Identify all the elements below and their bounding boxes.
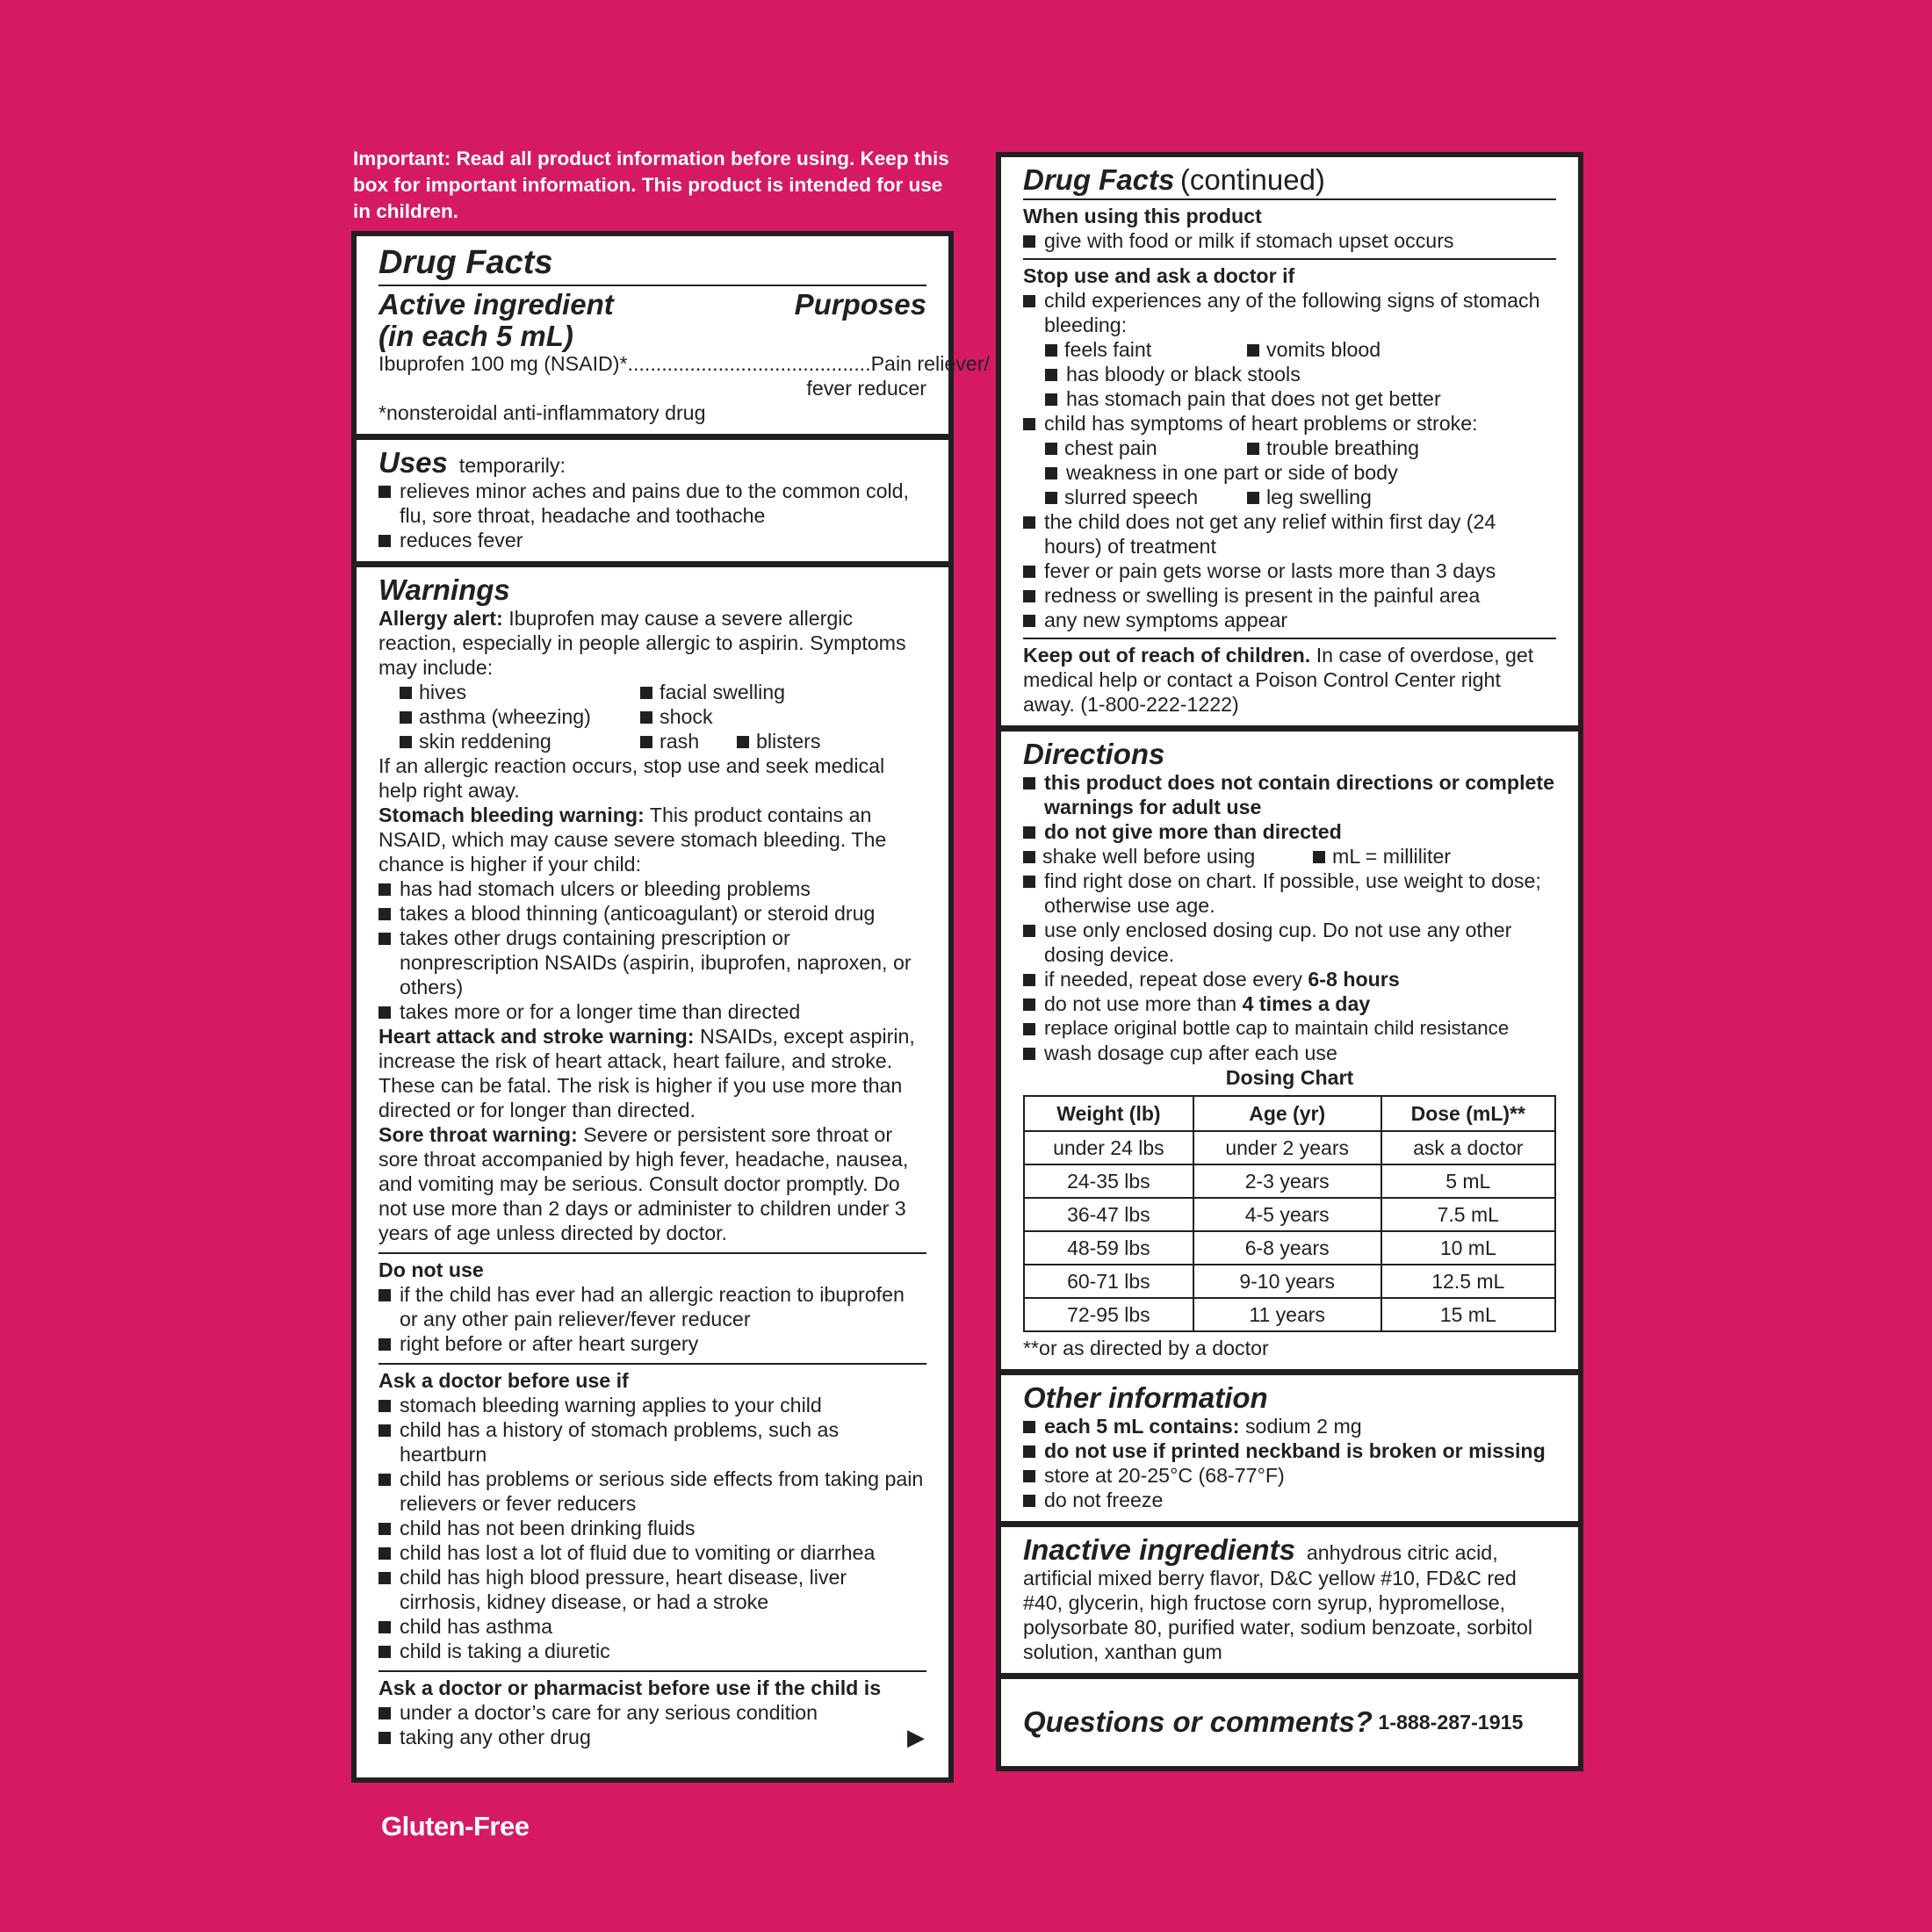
list-item: child has not been drinking fluids bbox=[378, 1516, 926, 1540]
other-information-title: Other information bbox=[1023, 1381, 1268, 1414]
table-cell: 4-5 years bbox=[1193, 1198, 1381, 1231]
purpose-2: fever reducer bbox=[806, 377, 926, 400]
divider bbox=[378, 285, 926, 286]
active-ingredient-section bbox=[357, 236, 990, 434]
dosing-chart-title: Dosing Chart bbox=[1225, 1066, 1354, 1089]
ingredient-footnote: *nonsteroidal anti-inflammatory drug bbox=[378, 401, 706, 424]
table-cell: 24-35 lbs bbox=[1024, 1164, 1193, 1198]
list-item: do not give more than directed bbox=[1023, 819, 1556, 844]
when-using-title: When using this product bbox=[1023, 205, 1262, 227]
list-item: if the child has ever had an allergic reaction to ibuprofen or any other pain reliever/fever reducer bbox=[378, 1282, 926, 1331]
column-header: Dose (mL)** bbox=[1381, 1096, 1555, 1131]
divider bbox=[378, 1252, 926, 1254]
ask-pharmacist-title: Ask a doctor or pharmacist before use if the child is bbox=[378, 1676, 882, 1699]
sub-item: vomits blood bbox=[1266, 338, 1381, 361]
list-item: under a doctor’s care for any serious condition bbox=[378, 1700, 926, 1725]
inactive-ingredients-text: anhydrous citric acid, artificial mixed berry flavor, D&C yellow #10, FD&C red #40, glycerin, high fructose corn syrup, hypromellose, polysorbate 80, purified water, sodium benzoate, sorbitol solution, xanthan gum bbox=[1023, 1541, 1533, 1663]
list-item: this product does not contain directions or complete warnings for adult use bbox=[1023, 770, 1556, 819]
purposes-heading: Purposes bbox=[794, 288, 926, 321]
table-cell: under 24 lbs bbox=[1024, 1131, 1193, 1164]
table-cell: 11 years bbox=[1193, 1298, 1381, 1331]
ingredient-line bbox=[378, 351, 990, 376]
do-not-use-title: Do not use bbox=[378, 1258, 484, 1281]
table-cell: under 2 years bbox=[1193, 1131, 1381, 1164]
list-item: child is taking a diuretic bbox=[378, 1639, 926, 1663]
stop-use-title: Stop use and ask a doctor if bbox=[1023, 264, 1295, 287]
continued-title: Drug Facts bbox=[1023, 163, 1175, 196]
heart-warning: Heart attack and stroke warning: NSAIDs, except aspirin, increase the risk of heart attack, heart failure, and stroke. These can be fatal. The risk is higher if you use more than directed or for longer than directed. bbox=[378, 1025, 915, 1121]
drug-facts-title: Drug Facts bbox=[378, 244, 553, 281]
table-cell: 6-8 years bbox=[1193, 1231, 1381, 1265]
list-item: any new symptoms appear bbox=[1023, 608, 1556, 632]
list-item: fever or pain gets worse or lasts more than 3 days bbox=[1023, 559, 1556, 583]
uses-intro: temporarily: bbox=[458, 454, 566, 477]
list-item: each 5 mL contains: sodium 2 mg bbox=[1023, 1414, 1556, 1438]
sub-item: slurred speech bbox=[1064, 486, 1199, 508]
continued-section bbox=[1001, 157, 1578, 725]
list-item: the child does not get any relief within first day (24 hours) of treatment bbox=[1023, 509, 1556, 559]
ask-doctor-title: Ask a doctor before use if bbox=[378, 1369, 629, 1392]
active-ingredient-subheading: (in each 5 mL) bbox=[378, 320, 573, 352]
symptom: asthma (wheezing) bbox=[419, 705, 591, 728]
keep-out-of-reach: Keep out of reach of children. In case of overdose, get medical help or contact a Poison Control Center right away. (1-800-222-1222) bbox=[1023, 644, 1534, 716]
questions-phone: 1-888-287-1915 bbox=[1378, 1710, 1524, 1734]
list-item: has had stomach ulcers or bleeding problems bbox=[378, 876, 926, 901]
list-item: shake well before using bbox=[1042, 845, 1256, 868]
list-item: child has a history of stomach problems, such as heartburn bbox=[378, 1417, 926, 1467]
list-item: find right dose on chart. If possible, use weight to dose; otherwise use age. bbox=[1023, 869, 1556, 918]
table-row bbox=[1024, 1265, 1555, 1298]
list-item: do not use more than 4 times a day bbox=[1023, 991, 1556, 1016]
stomach-warning: Stomach bleeding warning: This product contains an NSAID, which may cause severe stomach bleeding. The chance is higher if your child: bbox=[378, 804, 887, 876]
divider bbox=[378, 1670, 926, 1672]
sub-item: has stomach pain that does not get better bbox=[1045, 386, 1556, 411]
symptom: blisters bbox=[756, 730, 821, 753]
dosing-chart bbox=[1023, 1095, 1556, 1332]
continued-suffix: (continued) bbox=[1179, 163, 1325, 196]
list-item: takes more or for a longer time than directed bbox=[378, 999, 926, 1024]
table-cell: 9-10 years bbox=[1193, 1265, 1381, 1298]
uses-title: Uses bbox=[378, 446, 448, 479]
purpose-1: Pain reliever/ bbox=[870, 352, 990, 375]
table-cell: 5 mL bbox=[1381, 1164, 1555, 1198]
table-row bbox=[1024, 1131, 1555, 1164]
table-cell: 15 mL bbox=[1381, 1298, 1555, 1331]
other-information-section bbox=[1001, 1375, 1578, 1521]
inactive-ingredients-title: Inactive ingredients bbox=[1023, 1533, 1295, 1566]
warnings-title: Warnings bbox=[378, 573, 510, 606]
symptom: hives bbox=[419, 681, 467, 703]
ingredient: Ibuprofen 100 mg (NSAID)* bbox=[378, 352, 628, 375]
table-cell: 12.5 mL bbox=[1381, 1265, 1555, 1298]
sub-item: feels faint bbox=[1064, 338, 1152, 361]
symptom-grid bbox=[378, 680, 926, 753]
list-item: takes other drugs containing prescription or nonprescription NSAIDs (aspirin, ibuprofen, naproxen, or others) bbox=[378, 926, 926, 999]
list-item: reduces fever bbox=[378, 528, 926, 552]
directions-section bbox=[1001, 732, 1578, 1369]
drug-facts-panel bbox=[351, 231, 990, 1783]
table-row bbox=[1024, 1164, 1555, 1198]
allergy-after: If an allergic reaction occurs, stop use and seek medical help right away. bbox=[378, 754, 885, 802]
list-item: replace original bottle cap to maintain child resistance bbox=[1023, 1016, 1556, 1041]
chart-note: **or as directed by a doctor bbox=[1023, 1337, 1269, 1359]
directions-title: Directions bbox=[1023, 738, 1165, 770]
gluten-free-label: Gluten-Free bbox=[381, 1811, 530, 1842]
list-item: child has high blood pressure, heart disease, liver cirrhosis, kidney disease, or had a stroke bbox=[378, 1565, 926, 1614]
list-item: if needed, repeat dose every 6-8 hours bbox=[1023, 967, 1556, 991]
warnings-section bbox=[357, 567, 948, 1777]
divider bbox=[1023, 198, 1556, 200]
leader-dots: ........................................... bbox=[627, 352, 871, 375]
continue-arrow-icon: ▶ bbox=[907, 1724, 925, 1750]
active-ingredient-heading: Active ingredient bbox=[378, 288, 614, 321]
table-cell: 10 mL bbox=[1381, 1231, 1555, 1265]
divider bbox=[1023, 638, 1556, 639]
list-item: do not use if printed neckband is broken or missing bbox=[1023, 1438, 1556, 1463]
list-item: child has problems or serious side effects from taking pain relievers or fever reducers bbox=[378, 1467, 926, 1516]
inactive-ingredients-section bbox=[1001, 1527, 1578, 1673]
list-item: wash dosage cup after each use bbox=[1023, 1041, 1556, 1065]
list-item: use only enclosed dosing cup. Do not use any other dosing device. bbox=[1023, 918, 1556, 967]
table-cell: 60-71 lbs bbox=[1024, 1265, 1193, 1298]
list-item: child has lost a lot of fluid due to vomiting or diarrhea bbox=[378, 1540, 926, 1565]
list-item: taking any other drug bbox=[378, 1725, 926, 1749]
list-item: right before or after heart surgery bbox=[378, 1331, 926, 1356]
list-item: takes a blood thinning (anticoagulant) or steroid drug bbox=[378, 901, 926, 926]
sub-item: leg swelling bbox=[1266, 486, 1372, 508]
list-item: mL = milliliter bbox=[1332, 845, 1452, 868]
column-header: Age (yr) bbox=[1193, 1096, 1381, 1131]
divider bbox=[378, 1363, 926, 1365]
list-item: child experiences any of the following signs of stomach bleeding: bbox=[1023, 288, 1556, 337]
list-item: child has symptoms of heart problems or stroke: bbox=[1023, 411, 1556, 436]
uses-section bbox=[357, 440, 948, 561]
divider bbox=[1023, 258, 1556, 260]
list-item: relieves minor aches and pains due to the common cold, flu, sore throat, headache and toothache bbox=[378, 479, 926, 528]
table-header-row bbox=[1024, 1096, 1555, 1131]
table-row bbox=[1024, 1198, 1555, 1231]
table-cell: 2-3 years bbox=[1193, 1164, 1381, 1198]
sub-item: has bloody or black stools bbox=[1045, 362, 1556, 386]
list-item: child has asthma bbox=[378, 1614, 926, 1639]
table-cell: 72-95 lbs bbox=[1024, 1298, 1193, 1331]
questions-title: Questions or comments? bbox=[1023, 1705, 1373, 1738]
list-item: do not freeze bbox=[1023, 1488, 1556, 1512]
sub-item: chest pain bbox=[1064, 436, 1157, 459]
table-row bbox=[1024, 1298, 1555, 1331]
list-item: stomach bleeding warning applies to your child bbox=[378, 1393, 926, 1417]
list-item: redness or swelling is present in the painful area bbox=[1023, 583, 1556, 608]
symptom: skin reddening bbox=[419, 730, 551, 753]
symptom: rash bbox=[660, 730, 700, 753]
important-notice: Important: Read all product information before using. Keep this box for important information. This product is intended for use in children. bbox=[353, 148, 949, 222]
table-cell: 36-47 lbs bbox=[1024, 1198, 1193, 1231]
symptom: shock bbox=[660, 705, 713, 728]
sore-throat-warning: Sore throat warning: Severe or persistent sore throat or sore throat accompanied by high fever, headache, nausea, and vomiting may be serious. Consult doctor promptly. Do not use more than 2 days or administer to children under 3 years of age unless directed by doctor. bbox=[378, 1123, 909, 1244]
table-cell: 7.5 mL bbox=[1381, 1198, 1555, 1231]
table-cell: 48-59 lbs bbox=[1024, 1231, 1193, 1265]
table-cell: ask a doctor bbox=[1381, 1131, 1555, 1164]
sub-item: weakness in one part or side of body bbox=[1045, 460, 1556, 485]
list-item: store at 20-25°C (68-77°F) bbox=[1023, 1463, 1556, 1488]
symptom: facial swelling bbox=[660, 681, 786, 703]
questions-section bbox=[1001, 1679, 1578, 1766]
table-row bbox=[1024, 1231, 1555, 1265]
drug-facts-continued-panel bbox=[996, 152, 1583, 1771]
list-item: give with food or milk if stomach upset occurs bbox=[1023, 228, 1556, 253]
column-header: Weight (lb) bbox=[1024, 1096, 1193, 1131]
sub-item: trouble breathing bbox=[1266, 436, 1420, 459]
allergy-alert: Allergy alert: Ibuprofen may cause a severe allergic reaction, especially in people allergic to aspirin. Symptoms may include: bbox=[378, 607, 906, 679]
